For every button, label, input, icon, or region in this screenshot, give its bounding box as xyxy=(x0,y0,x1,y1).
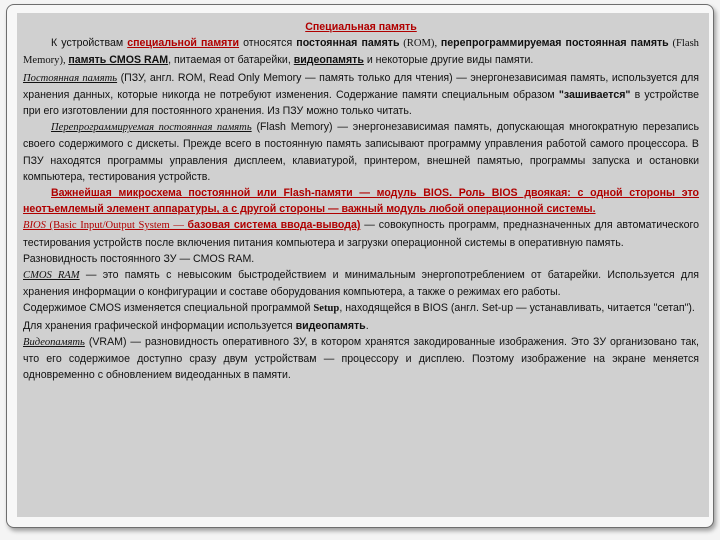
bios-ru: базовая система ввода-вывода) xyxy=(187,219,361,232)
bios-body: — совокупность программ, предназначенных для автоматического тестирования устройств после включения питания компьютера и загрузки операционной системы в оперативную память. xyxy=(23,219,699,249)
vram-definition-body: (VRAM) — разновидность оперативного ЗУ, в котором хранятся закодированные изображения. Это ЗУ организовано так, что его содержимое доступно сразу двум устройствам — процессору и дисплею. Поэтому изображение на экране меняется одновременно с обновлением видеоданных в памяти. xyxy=(23,335,699,382)
intro-rest: и некоторые другие виды памяти. xyxy=(363,54,534,67)
video-intro-lead: Для хранения графической информации используется xyxy=(23,319,296,332)
flash-definition-term: Перепрограммируемая постоянная память xyxy=(51,122,252,134)
video-intro-tail: . xyxy=(365,319,369,332)
paragraph-intro xyxy=(23,35,699,69)
bios-intro-text: Важнейшая микросхема постоянной или Flash-памяти — модуль BIOS. Роль BIOS двоякая: с одной стороны это неотъемлемый элемент аппаратуры, а с другой стороны — важный модуль любой операционной системы. xyxy=(23,187,699,216)
intro-lead: К устройствам xyxy=(51,37,128,50)
special-memory-term: специальной памяти xyxy=(127,37,240,50)
paragraph-bios xyxy=(23,217,699,250)
rom-definition-term: Постоянная память xyxy=(23,72,118,84)
setup-lead: Содержимое CMOS изменяется специальной программой xyxy=(23,302,314,315)
document-body xyxy=(23,19,699,383)
intro-battery: , питаемая от батарейки, xyxy=(168,54,294,67)
slide-frame xyxy=(6,4,714,528)
cmos-definition-body: — это память с невысоким быстродействием и минимальным энергопотреблением от батарейки. Используется для хранения информации о конфигурации и составе оборудования компьютера, а также о режимах его работы. xyxy=(23,269,699,299)
rom-en: (ROM), xyxy=(399,38,441,50)
paragraph-video-intro xyxy=(23,318,699,334)
paragraph-flash xyxy=(23,119,699,185)
page-title xyxy=(23,19,699,35)
text-box xyxy=(17,13,709,517)
flash-term: перепрограммируемая постоянная память xyxy=(440,37,669,50)
cmos-term: память CMOS RAM xyxy=(68,54,169,67)
paragraph-rom xyxy=(23,70,699,120)
cmos-type-text: Разновидность постоянного ЗУ — CMOS RAM. xyxy=(23,252,255,265)
title-text: Специальная память xyxy=(305,21,417,33)
video-term: видеопамять xyxy=(293,54,364,67)
paragraph-bios-intro xyxy=(23,185,699,217)
rom-definition-tail: в устройстве при его изготовлении для постоянного хранения. Из ПЗУ можно только читать. xyxy=(23,88,700,118)
sewn-word: "зашивается" xyxy=(558,88,631,101)
bios-en: (Basic Input/Output System — xyxy=(45,220,188,232)
setup-tail: , находящейся в BIOS (англ. Set-up — устанавливать, читается "сетап"). xyxy=(339,302,695,315)
paragraph-cmos xyxy=(23,267,699,300)
intro-relates: относятся xyxy=(239,37,297,50)
flash-en: (Flash Memory), xyxy=(23,38,699,67)
rom-definition-body: (ПЗУ, англ. ROM, Read Only Memory — память только для чтения) — энергонезависимая память, используется для хранения данных, которые никогда не потребуют изменения. Содержание памяти специальным образом xyxy=(23,71,699,101)
paragraph-vram xyxy=(23,334,699,384)
bios-term: BIOS xyxy=(23,220,46,232)
cmos-definition-term: CMOS RAM xyxy=(23,270,80,282)
setup-term: Setup xyxy=(313,303,340,315)
video-intro-term: видеопамять xyxy=(295,319,366,332)
flash-definition-body: (Flash Memory) — энергонезависимая память, допускающая многократную перезапись своего содержимого с дискеты. Прежде всего в постоянную память записывают программу управления работой самого процессора. В ПЗУ находятся программы управления дисплеем, клавиатурой, принтером, внешней памятью, программы запуска и остановки компьютера, тестирования устройств. xyxy=(23,121,699,183)
paragraph-setup xyxy=(23,300,699,317)
vram-definition-term: Видеопамять xyxy=(23,336,85,348)
rom-term: постоянная память xyxy=(296,37,400,50)
paragraph-cmos-type xyxy=(23,251,699,267)
